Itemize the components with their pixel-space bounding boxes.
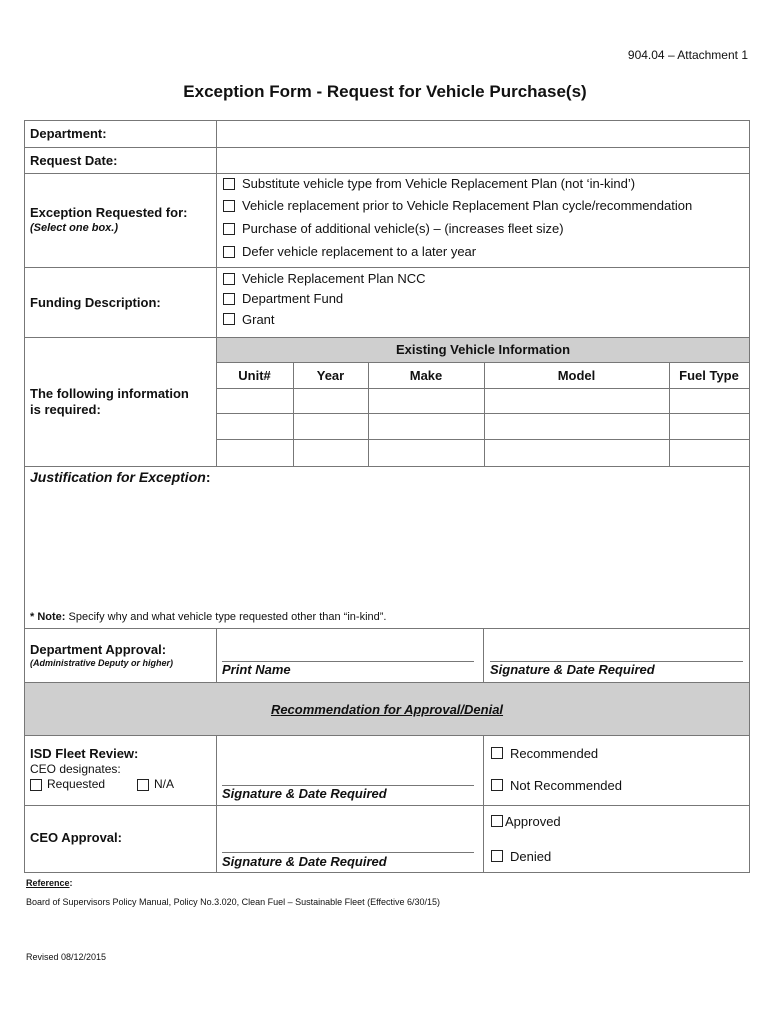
recommended-label: Recommended xyxy=(510,746,599,761)
vehicle-info-label-line2: is required: xyxy=(30,402,101,417)
na-label: N/A xyxy=(154,777,175,791)
denied-checkbox[interactable] xyxy=(491,850,503,862)
justification-note: * Note: Specify why and what vehicle type requested other than “in-kind”. xyxy=(30,611,387,623)
column-header-unit: Unit# xyxy=(238,368,271,383)
funding-option-2-label: Department Fund xyxy=(242,291,344,306)
requested-checkbox[interactable] xyxy=(30,779,42,791)
department-field[interactable] xyxy=(218,122,748,146)
page-title: Exception Form - Request for Vehicle Purchase(s) xyxy=(183,82,587,101)
isd-signature-label: Signature & Date Required xyxy=(222,786,387,801)
exception-option-1-checkbox[interactable] xyxy=(223,178,235,190)
table-row[interactable] xyxy=(217,389,749,413)
attachment-label: 904.04 – Attachment 1 xyxy=(627,48,748,62)
exception-option-4-label: Defer vehicle replacement to a later year xyxy=(242,244,477,259)
vehicle-info-label-line1: The following information xyxy=(30,386,189,401)
ceo-designates-label: CEO designates: xyxy=(30,762,121,776)
exception-option-3-checkbox[interactable] xyxy=(223,223,235,235)
vehicle-info-section-title: Existing Vehicle Information xyxy=(395,342,571,357)
approved-label: Approved xyxy=(505,814,561,829)
not-recommended-checkbox[interactable] xyxy=(491,779,503,791)
exception-label: Exception Requested for: xyxy=(30,205,188,220)
exception-option-3-label: Purchase of additional vehicle(s) – (increases fleet size) xyxy=(242,221,564,236)
funding-label: Funding Description: xyxy=(30,295,161,310)
table-row[interactable] xyxy=(217,440,749,466)
recommendation-title: Recommendation for Approval/Denial xyxy=(270,702,504,717)
recommended-checkbox[interactable] xyxy=(491,747,503,759)
funding-option-3-checkbox[interactable] xyxy=(223,313,235,325)
column-header-make: Make xyxy=(409,368,443,383)
print-name-label: Print Name xyxy=(222,662,291,677)
requested-label: Requested xyxy=(47,777,106,791)
column-header-year: Year xyxy=(316,368,345,383)
ceo-signature-label: Signature & Date Required xyxy=(222,854,387,869)
exception-option-2-checkbox[interactable] xyxy=(223,200,235,212)
request-date-field[interactable] xyxy=(218,149,748,172)
reference-text: Board of Supervisors Policy Manual, Policy No.3.020, Clean Fuel – Sustainable Fleet (Effective 6/30/15) xyxy=(26,897,441,907)
justification-label: Justification for Exception: xyxy=(30,469,211,485)
ceo-signature-line[interactable] xyxy=(222,852,474,853)
revised-date: Revised 08/12/2015 xyxy=(26,952,107,962)
department-approval-hint: (Administrative Deputy or higher) xyxy=(30,658,174,668)
denied-label: Denied xyxy=(510,849,552,864)
exception-option-2-label: Vehicle replacement prior to Vehicle Replacement Plan cycle/recommendation xyxy=(242,198,693,213)
department-signature-label: Signature & Date Required xyxy=(490,662,655,677)
na-checkbox[interactable] xyxy=(137,779,149,791)
isd-fleet-review-label: ISD Fleet Review: xyxy=(30,746,139,761)
exception-hint: (Select one box.) xyxy=(30,222,119,234)
ceo-approval-label: CEO Approval: xyxy=(30,830,122,845)
approved-checkbox[interactable] xyxy=(491,815,503,827)
exception-option-1-label: Substitute vehicle type from Vehicle Replacement Plan (not ‘in-kind’) xyxy=(242,176,636,191)
justification-field[interactable] xyxy=(26,490,748,605)
funding-option-1-checkbox[interactable] xyxy=(223,273,235,285)
request-date-label: Request Date: xyxy=(30,153,118,168)
not-recommended-label: Not Recommended xyxy=(510,778,622,793)
funding-option-2-checkbox[interactable] xyxy=(223,293,235,305)
table-row[interactable] xyxy=(217,414,749,438)
funding-option-3-label: Grant xyxy=(242,312,275,327)
column-header-fuel-type: Fuel Type xyxy=(679,368,739,383)
reference-label: Reference: xyxy=(26,878,73,888)
exception-option-4-checkbox[interactable] xyxy=(223,246,235,258)
department-label: Department: xyxy=(30,126,107,141)
funding-option-1-label: Vehicle Replacement Plan NCC xyxy=(242,271,426,286)
column-header-model: Model xyxy=(557,368,596,383)
department-approval-label: Department Approval: xyxy=(30,642,167,657)
